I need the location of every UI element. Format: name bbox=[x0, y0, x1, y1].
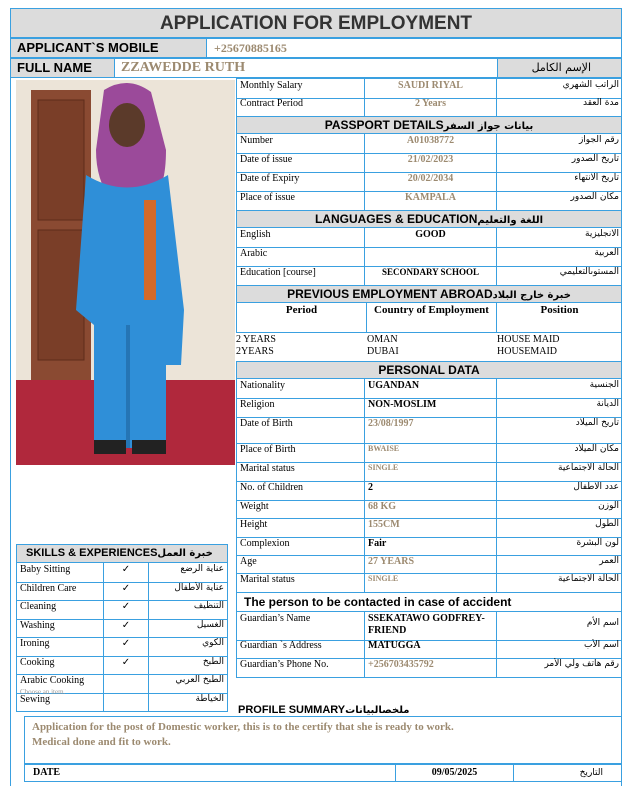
language-row bbox=[236, 266, 622, 286]
personal-label-ar: الجنسية bbox=[496, 379, 622, 398]
job-value: 2 Years bbox=[364, 97, 496, 116]
skill-label-ar: عناية الرضع bbox=[148, 563, 228, 582]
personal-value: Fair bbox=[364, 537, 496, 555]
personal-row bbox=[236, 417, 622, 444]
passport-row bbox=[236, 134, 622, 154]
passport-value: 20/02/2034 bbox=[364, 172, 496, 191]
profile-header-en: PROFILE SUMMARY bbox=[238, 704, 346, 716]
personal-row bbox=[236, 398, 622, 418]
skill-row bbox=[16, 600, 228, 620]
personal-table bbox=[236, 379, 622, 592]
personal-row bbox=[236, 443, 622, 463]
personal-row bbox=[236, 481, 622, 501]
personal-label: No. of Children bbox=[236, 481, 364, 500]
personal-label-ar: الحالة الاجتماعية bbox=[496, 573, 622, 592]
personal-value: NON-MOSLIM bbox=[364, 398, 496, 417]
personal-row bbox=[236, 462, 622, 482]
skill-label: Ironing bbox=[16, 637, 103, 656]
personal-label-ar: عدد الاطفال bbox=[496, 481, 622, 500]
personal-label-ar: العمر bbox=[496, 555, 622, 573]
passport-value: KAMPALA bbox=[364, 191, 496, 210]
passport-header bbox=[236, 116, 622, 134]
languages-header-en: LANGUAGES & EDUCATION bbox=[314, 212, 478, 226]
check-icon bbox=[103, 693, 148, 711]
personal-label: Complexion bbox=[236, 537, 364, 555]
col-position: Position bbox=[496, 303, 622, 332]
passport-label-ar: مكان الصدور bbox=[496, 191, 622, 210]
personal-label-ar: مكان الميلاد bbox=[496, 443, 622, 462]
personal-row bbox=[236, 500, 622, 519]
skill-label-ar: الطبخ bbox=[148, 656, 228, 674]
personal-label-ar: الحالة الاجتماعية bbox=[496, 462, 622, 481]
mobile-label: APPLICANT`S MOBILE bbox=[11, 39, 207, 57]
passport-table bbox=[236, 134, 622, 210]
personal-label: Age bbox=[236, 555, 364, 573]
photo-illustration bbox=[16, 80, 235, 465]
personal-value: 23/08/1997 bbox=[364, 417, 496, 443]
col-period: Period bbox=[236, 303, 366, 332]
skill-label-ar: الكوي bbox=[148, 637, 228, 656]
employment-row bbox=[236, 346, 622, 358]
job-row bbox=[236, 97, 622, 117]
employment-country: OMAN bbox=[367, 334, 398, 345]
personal-row bbox=[236, 537, 622, 556]
personal-label: Height bbox=[236, 518, 364, 537]
personal-value: SINGLE bbox=[364, 462, 496, 481]
personal-label: Date of Birth bbox=[236, 417, 364, 443]
skill-label: Sewing bbox=[16, 693, 103, 711]
personal-row bbox=[236, 555, 622, 574]
full-name-value: ZZAWEDDE RUTH bbox=[121, 60, 246, 75]
language-label-ar: المستوىالتعليمي bbox=[496, 266, 622, 285]
contact-row bbox=[236, 639, 622, 659]
footer-row bbox=[24, 764, 622, 782]
skills-header-en: SKILLS & EXPERIENCES bbox=[26, 547, 158, 559]
language-value: GOOD bbox=[364, 228, 496, 247]
personal-label: Weight bbox=[236, 500, 364, 518]
skills-header-ar: خبرة العمل bbox=[157, 548, 213, 559]
personal-label-ar: تاريخ الميلاد bbox=[496, 417, 622, 443]
language-value bbox=[364, 247, 496, 266]
personal-value: SINGLE bbox=[364, 573, 496, 592]
mobile-value: +25670885165 bbox=[214, 41, 287, 55]
contact-table bbox=[236, 611, 622, 677]
contact-label-ar: اسم الأم bbox=[496, 612, 622, 640]
employment-position: HOUSE MAID bbox=[497, 334, 560, 345]
personal-header-text: PERSONAL DATA bbox=[378, 363, 480, 377]
contact-label: Guardian’s Name bbox=[236, 612, 364, 640]
personal-value: 27 YEARS bbox=[364, 555, 496, 573]
passport-label: Date of issue bbox=[236, 153, 364, 172]
personal-value: UGANDAN bbox=[364, 379, 496, 398]
employment-row bbox=[236, 334, 622, 346]
language-label: English bbox=[236, 228, 364, 247]
date-label: DATE bbox=[33, 767, 61, 778]
check-icon bbox=[103, 674, 148, 693]
passport-row bbox=[236, 191, 622, 211]
language-value: SECONDARY SCHOOL bbox=[364, 266, 496, 285]
employment-position: HOUSEMAID bbox=[497, 346, 557, 357]
contact-label: Guardian’s Phone No. bbox=[236, 658, 364, 677]
passport-value: A01038772 bbox=[364, 134, 496, 153]
mobile-row bbox=[10, 38, 622, 58]
job-section bbox=[236, 78, 622, 116]
title-bar bbox=[10, 8, 622, 38]
employment-rows bbox=[236, 334, 622, 360]
contact-label-ar: اسم الأب bbox=[496, 639, 622, 658]
employment-header-ar: خبرة خارج البلاد bbox=[492, 290, 571, 301]
passport-row bbox=[236, 172, 622, 192]
passport-row bbox=[236, 153, 622, 173]
skill-label-ar: الخياطة bbox=[148, 693, 228, 711]
job-label: Monthly Salary bbox=[236, 79, 364, 98]
passport-label: Number bbox=[236, 134, 364, 153]
contact-row bbox=[236, 611, 622, 641]
skill-label: Cooking bbox=[16, 656, 103, 674]
contact-header-text: The person to be contacted in case of accident bbox=[244, 595, 512, 609]
job-value: SAUDI RIYAL bbox=[364, 79, 496, 98]
skill-label: Children Care bbox=[16, 582, 103, 600]
language-label: Arabic bbox=[236, 247, 364, 266]
left-frame-line bbox=[10, 78, 11, 786]
personal-label: Marital status bbox=[236, 462, 364, 481]
personal-label-ar: الديانة bbox=[496, 398, 622, 417]
skills-table bbox=[16, 563, 228, 711]
skill-label-ar: عناية الأطفال bbox=[148, 582, 228, 600]
date-value: 09/05/2025 bbox=[395, 765, 513, 781]
full-name-label-ar: الإسم الكامل bbox=[497, 59, 621, 77]
personal-row bbox=[236, 379, 622, 399]
personal-row bbox=[236, 518, 622, 538]
date-label-ar: التاريخ bbox=[513, 765, 621, 781]
personal-label-ar: الوزن bbox=[496, 500, 622, 518]
skill-label-ar: التنظيف bbox=[148, 600, 228, 619]
employment-country: DUBAI bbox=[367, 346, 399, 357]
skill-row bbox=[16, 563, 228, 583]
contact-header bbox=[236, 593, 622, 611]
page-title: APPLICATION FOR EMPLOYMENT bbox=[159, 13, 473, 34]
contact-label: Guardian `s Address bbox=[236, 639, 364, 658]
personal-label-ar: الطول bbox=[496, 518, 622, 537]
full-name-label: FULL NAME bbox=[11, 59, 115, 77]
skill-row bbox=[16, 619, 228, 638]
language-label-ar: الانجليزية bbox=[496, 228, 622, 247]
job-label-ar: مدة العقد bbox=[496, 97, 622, 116]
profile-summary-box bbox=[24, 716, 622, 764]
personal-header bbox=[236, 361, 622, 379]
passport-label-ar: تاريخ الصدور bbox=[496, 153, 622, 172]
personal-label: Nationality bbox=[236, 379, 364, 398]
contact-label-ar: رقم هاتف ولي الأمر bbox=[496, 658, 622, 677]
languages-table bbox=[236, 228, 622, 285]
language-label: Education [course] bbox=[236, 266, 364, 285]
employment-period: 2YEARS bbox=[236, 346, 274, 357]
job-label: Contract Period bbox=[236, 97, 364, 116]
skill-label: Cleaning bbox=[16, 600, 103, 619]
employment-header-en: PREVIOUS EMPLOYMENT ABROAD bbox=[287, 287, 493, 301]
personal-label-ar: لون البشرة bbox=[496, 537, 622, 555]
passport-label-ar: رقم الجواز bbox=[496, 134, 622, 153]
check-icon: ✓ bbox=[103, 600, 148, 619]
check-icon: ✓ bbox=[103, 619, 148, 637]
languages-header bbox=[236, 210, 622, 228]
employment-period: 2 YEARS bbox=[236, 334, 276, 345]
skill-row bbox=[16, 637, 228, 657]
skill-label-ar: الغسيل bbox=[148, 619, 228, 637]
passport-label: Date of Expiry bbox=[236, 172, 364, 191]
personal-row bbox=[236, 573, 622, 593]
personal-value: 155CM bbox=[364, 518, 496, 537]
employment-header bbox=[236, 285, 622, 303]
profile-header-ar: ملخصالبيانات bbox=[345, 705, 410, 716]
skill-label: Baby Sitting bbox=[16, 563, 103, 582]
contact-value: MATUGGA bbox=[364, 639, 496, 658]
skill-row bbox=[16, 656, 228, 675]
choose-item-placeholder[interactable]: Choose an item. bbox=[20, 688, 66, 696]
language-row bbox=[236, 228, 622, 248]
personal-label: Marital status bbox=[236, 573, 364, 592]
languages-header-ar: اللغة والتعليم bbox=[477, 215, 544, 226]
check-icon: ✓ bbox=[103, 563, 148, 582]
contact-value: +256703435792 bbox=[364, 658, 496, 677]
passport-header-en: PASSPORT DETAILS bbox=[324, 118, 444, 132]
profile-summary-text: Application for the post of Domestic worker, this is to the certify that she is ready to work. Medical done and fit to work. bbox=[32, 721, 454, 748]
full-name-row bbox=[10, 58, 622, 78]
applicant-photo bbox=[16, 80, 235, 465]
language-row bbox=[236, 247, 622, 267]
job-row bbox=[236, 78, 622, 99]
skills-header bbox=[16, 544, 228, 563]
skill-label: Arabic Cooking bbox=[16, 674, 103, 693]
job-label-ar: الراتب الشهري bbox=[496, 79, 622, 98]
passport-label: Place of issue bbox=[236, 191, 364, 210]
personal-value: 68 KG bbox=[364, 500, 496, 518]
personal-value: BWAISE bbox=[364, 443, 496, 462]
passport-label-ar: تاريخ الانتهاء bbox=[496, 172, 622, 191]
passport-value: 21/02/2023 bbox=[364, 153, 496, 172]
check-icon: ✓ bbox=[103, 582, 148, 600]
employment-col-headers bbox=[236, 303, 622, 333]
language-label-ar: العربية bbox=[496, 247, 622, 266]
check-icon: ✓ bbox=[103, 656, 148, 674]
skill-label: Washing bbox=[16, 619, 103, 637]
personal-value: 2 bbox=[364, 481, 496, 500]
passport-header-ar: بيانات جواز السفر bbox=[443, 121, 534, 132]
personal-label: Place of Birth bbox=[236, 443, 364, 462]
contact-row bbox=[236, 658, 622, 678]
skill-label-ar: الطبخ العربي bbox=[148, 674, 228, 693]
contact-value: SSEKATAWO GODFREY-FRIEND bbox=[364, 612, 496, 640]
check-icon: ✓ bbox=[103, 637, 148, 656]
skill-row bbox=[16, 582, 228, 601]
col-country: Country of Employment bbox=[366, 303, 496, 332]
personal-label: Religion bbox=[236, 398, 364, 417]
